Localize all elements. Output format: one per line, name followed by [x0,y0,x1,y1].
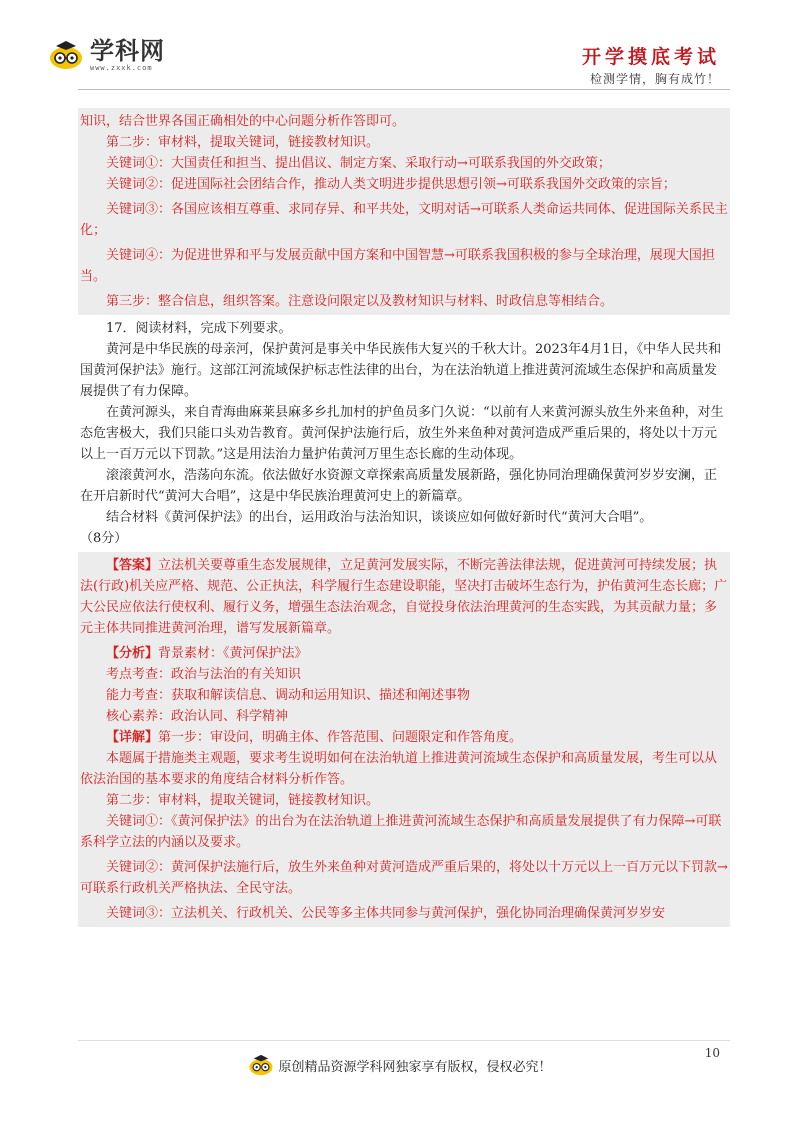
page-content [78,108,730,927]
material-paragraph: 黄河是中华民族的母亲河，保护黄河是事关中华民族伟大复兴的千秋大计。2023年4月1日，《中华人民共和国黄河保护法》施行。这部江河流域保护标志性法律的出台，为在法治轨道上推进黄河流域生态保护和高质量发展提供了有力保障。 [80,342,722,399]
answer-body: 立法机关要尊重生态发展规律，立足黄河发展实际，不断完善法律法规，促进黄河可持续发展；执法(行政)机关应严格、规范、公正执法，科学履行生态建设职能，坚决打击破坏生态行为，护佑黄河生态长廊；广大公民应依法行使权利、履行义务，增强生态法治观念，自觉投身依法治理黄河的生态实践，为其贡献力量；多元主体共同推进黄河治理，谱写发展新篇章。 [80,558,728,636]
logo-text: 学科网 [90,37,165,65]
header-divider [78,89,730,90]
question-score: （8分） [80,531,128,546]
detail-line: 第二步：审材料，提取关键词，链接教材知识。 [106,793,380,808]
text-line: 第二步：审材料，提取关键词，链接教材知识。 [106,135,380,150]
analysis-line [80,643,728,664]
keyword-line: 关键词③：立法机关、行政机关、公民等多主体共同参与黄河保护，强化协同治理确保黄河岁岁安 [106,906,666,921]
text-line: 知识，结合世界各国正确相处的中心问题分析作答即可。 [80,114,406,129]
detail-tag: 【详解】 [106,730,159,745]
analysis-body: 背景素材：《黄河保护法》 [158,646,308,661]
footer-divider [78,1040,730,1041]
page-footer [0,1054,800,1076]
zxxk-logo-icon [248,1054,274,1076]
zxxk-logo-icon [48,40,84,70]
detail-body: 第一步：审设问，明确主体、作答范围、问题限定和作答角度。 [158,730,523,745]
page-header [0,0,800,100]
keyword-line: 关键词②：黄河保护法施行后，放生外来鱼种对黄河造成严重后果的，将处以十万元以上一百万元以下罚款→可联系行政机关严格执法、全民守法。 [80,860,728,896]
answer-text [80,555,728,639]
analysis-tag: 【分析】 [106,646,159,661]
answer-block [78,552,730,927]
keyword-line: 关键词①：《黄河保护法》的出台为在法治轨道上推进黄河流域生态保护和高质量发展提供了有力保障→可联系科学立法的内涵以及要求。 [80,814,722,850]
prev-answer-block [78,108,730,315]
keyword-line: 关键词②：促进国际社会团结合作，推动人类文明进步提供思想引领→可联系我国外交政策的宗旨； [106,177,676,192]
material-paragraph: 滚滚黄河水，浩荡向东流。依法做好水资源文章探索高质量发展新路，强化协同治理确保黄河岁岁安澜，正在开启新时代“黄河大合唱”，这是中华民族治理黄河史上的新篇章。 [80,468,718,504]
question-17 [78,315,730,552]
exam-slogan: 检测学情，胸有成竹！ [589,72,720,86]
logo-url: www.zxxk.com [90,64,153,72]
exam-title: 开学摸底考试 [581,46,720,68]
zxxk-logo[interactable] [48,38,165,72]
detail-line [80,727,728,748]
copyright-notice: 原创精品资源学科网独家享有版权，侵权必究！ [278,1059,552,1075]
keyword-line: 关键词④：为促进世界和平与发展贡献中国方案和中国智慧→可联系我国积极的参与全球治理，展现大国担当。 [80,248,715,284]
question-stem: 17．阅读材料，完成下列要求。 [106,321,292,336]
analysis-line: 考点考查：政治与法治的有关知识 [106,667,302,682]
analysis-line: 能力考查：获取和解读信息、调动和运用知识、描述和阐述事物 [106,688,471,703]
page-number: 10 [704,1046,720,1060]
question-prompt: 结合材料《黄河保护法》的出台，运用政治与法治知识，谈谈应如何做好新时代“黄河大合唱”。 [106,510,653,525]
keyword-line: 关键词③：各国应该相互尊重、求同存异、和平共处，文明对话→可联系人类命运共同体、促进国际关系民主化； [80,202,728,238]
material-paragraph: 在黄河源头，来自青海曲麻莱县麻多乡扎加村的护鱼员多门久说：“以前有人来黄河源头放生外来鱼种，对生态危害极大，我们只能口头劝告教育。黄河保护法施行后，放生外来鱼种对黄河造成严重后果的，将处以十万元以上一百万元以下罚款。”这是用法治力量护佑黄河万里生态长廊的生动体现。 [80,405,724,462]
analysis-line: 核心素养：政治认同、科学精神 [106,709,289,724]
text-line: 第三步：整合信息，组织答案。注意设问限定以及教材知识与材料、时政信息等相结合。 [106,294,614,309]
keyword-line: 关键词①：大国责任和担当、提出倡议、制定方案、采取行动→可联系我国的外交政策； [106,156,611,171]
detail-line: 本题属于措施类主观题，要求考生说明如何在法治轨道上推进黄河流域生态保护和高质量发展，考生可以从依法治国的基本要求的角度结合材料分析作答。 [80,751,718,787]
answer-tag: 【答案】 [106,558,159,573]
